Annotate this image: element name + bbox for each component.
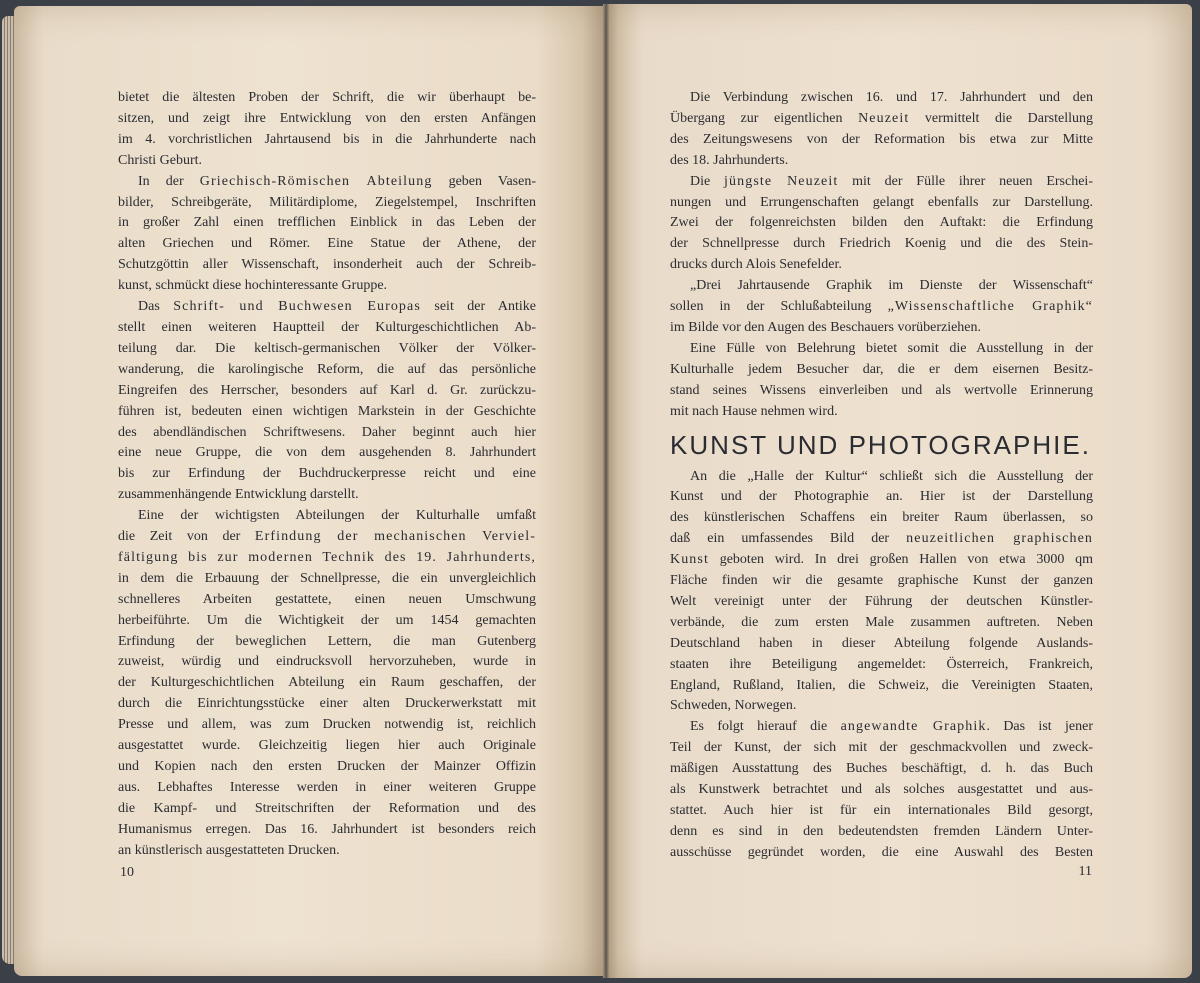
text-line: „Drei Jahrtausende Graphik im Dienste der Wissenschaft“ — [690, 278, 1093, 294]
text-line: bilder, Schreibgeräte, Militärdiplome, Ziegelstempel, Inschriften — [118, 194, 536, 210]
text-line: An die „Halle der Kultur“ schließt sich die Ausstellung der — [690, 468, 1093, 484]
text-line: die Zeit von der Erfindung der mechanischen Verviel- — [118, 529, 536, 545]
text-line: nungen und Errungenschaften gelangt ebenfalls zur Darstellung. — [670, 194, 1093, 210]
text-line: durch die Einrichtungsstücke einer alten Druckerwerkstatt mit — [118, 696, 536, 712]
paragraph — [670, 276, 1093, 339]
text-line: eine neue Gruppe, die von dem ausgehenden 8. Jahrhundert — [118, 445, 536, 461]
paragraph — [118, 506, 536, 861]
text-line: Eine der wichtigsten Abteilungen der Kulturhalle umfaßt — [138, 508, 536, 524]
text-line: mäßigen Ausstattung des Buches beschäftigt, d. h. das Buch — [670, 761, 1093, 777]
text-line: staaten ihre Beteiligung angemeldet: Österreich, Frankreich, — [670, 656, 1093, 672]
section-heading-text: KUNST UND PHOTOGRAPHIE. — [670, 429, 1091, 460]
book-gutter — [603, 4, 609, 978]
paragraph — [670, 717, 1093, 863]
text-line: führen ist, bedeuten einen wichtigen Markstein in der Geschichte — [118, 403, 536, 419]
text-line: Die jüngste Neuzeit mit der Fülle ihrer neuen Erschei- — [690, 173, 1093, 189]
text-line: aus. Lebhaftes Interesse werden in einer weiteren Gruppe — [118, 779, 536, 795]
text-line: zusammenhängende Entwicklung darstellt. — [118, 487, 359, 503]
text-line: Zwei der folgenreichsten bilden den Auftakt: die Erfindung — [670, 215, 1093, 231]
text-line: bietet die ältesten Proben der Schrift, die wir überhaupt be- — [118, 90, 536, 105]
text-line: alten Griechen und Römer. Eine Statue der Athene, der — [118, 236, 536, 252]
text-line: Es folgt hierauf die angewandte Graphik. Das ist jener — [690, 719, 1093, 735]
text-line: denn es sind in den bedeutendsten fremden Ländern Unter- — [670, 823, 1093, 839]
text-line: daß ein umfassendes Bild der neuzeitlichen graphischen — [670, 531, 1093, 547]
text-line: die Kampf- und Streitschriften der Reformation und des — [118, 800, 536, 816]
left-page-number: 10 — [120, 865, 134, 880]
text-line: Teil der Kunst, der sich mit der geschmackvollen und zweck- — [670, 740, 1093, 756]
text-line: Kunst und der Photographie an. Hier ist der Darstellung — [670, 489, 1093, 505]
paragraph — [118, 297, 536, 506]
text-line: der Schnellpresse durch Friedrich Koenig und die des Stein- — [670, 236, 1093, 252]
text-line: ausschüsse gegründet worden, die eine Auswahl des Besten — [670, 844, 1093, 860]
text-line: Welt vereinigt unter der Führung der deutschen Künstler- — [670, 593, 1093, 609]
text-line: Christi Geburt. — [118, 152, 202, 168]
text-line: des 18. Jahrhunderts. — [670, 152, 789, 168]
text-line: sollen in der Schlußabteilung „Wissenschaftliche Graphik“ — [670, 299, 1093, 315]
text-line: Schweden, Norwegen. — [670, 698, 797, 714]
paragraph — [118, 172, 536, 297]
text-line: sitzen, und zeigt ihre Entwicklung von den ersten Anfängen — [118, 110, 536, 126]
text-line: der Kulturgeschichtlichen Abteilung ein Raum geschaffen, der — [118, 675, 536, 691]
letterspaced-emphasis: Neuzeit — [858, 110, 910, 126]
text-line: in dem die Erbauung der Schnellpresse, die ein unvergleichlich — [118, 570, 536, 586]
text-line: Deutschland haben in dieser Abteilung folgende Auslands- — [670, 635, 1093, 651]
text-line: schnelleres Arbeiten gestattete, einen neuen Umschwung — [118, 591, 536, 607]
paragraph — [670, 88, 1093, 172]
left-page — [14, 6, 606, 976]
letterspaced-emphasis: Erfindung der mechanischen Verviel- — [254, 529, 536, 545]
letterspaced-emphasis: Griechisch-Römischen Abteilung — [199, 173, 433, 189]
text-line: teilung dar. Die keltisch-germanischen Völker der Völker- — [118, 340, 536, 356]
section-heading — [670, 423, 1093, 467]
text-line: in großer Zahl einen trefflichen Einblick in das Leben der — [118, 215, 536, 231]
text-line: verbände, die zum ersten Male zusammen auftreten. Neben — [670, 614, 1093, 630]
text-line: kunst, schmückt diese hochinteressante Gruppe. — [118, 278, 388, 294]
text-line: zuweist, würdig und eindrucksvoll hervorzuheben, wurde in — [118, 654, 536, 670]
text-line: drucks durch Alois Senefelder. — [670, 257, 842, 273]
text-line: Fläche finden wir die gesamte graphische Kunst der ganzen — [670, 573, 1093, 589]
left-page-text — [118, 88, 536, 862]
letterspaced-emphasis: „Wissenschaftliche Graphik“ — [887, 299, 1093, 315]
letterspaced-emphasis: fältigung bis zur modernen Technik des 19. Jahrhunderts, — [118, 549, 536, 565]
text-line: des Zeitungswesens von der Reformation bis etwa zur Mitte — [670, 131, 1093, 147]
text-line: als Kunstwerk betrachtet und als solches ausgestattet und aus- — [670, 782, 1093, 798]
text-line: Übergang zur eigentlichen Neuzeit vermittelt die Darstellung — [670, 110, 1093, 126]
paragraph — [118, 88, 536, 172]
text-line: und Kopien nach den ersten Drucken der Mainzer Offizin — [118, 759, 536, 774]
paragraph — [670, 172, 1093, 277]
text-line: Eingreifen des Herrscher, besonders auf Karl d. Gr. zurückzu- — [118, 382, 536, 398]
text-line: herbeiführte. Um die Wichtigkeit der um 1454 gemachten — [118, 612, 536, 628]
text-line: Eine Fülle von Belehrung bietet somit die Ausstellung in der — [690, 340, 1093, 356]
text-line: In der Griechisch-Römischen Abteilung geben Vasen- — [138, 173, 536, 189]
text-line: im 4. vorchristlichen Jahrtausend bis in die Jahrhunderte nach — [118, 131, 536, 147]
letterspaced-emphasis: angewandte Graphik — [840, 719, 987, 735]
text-line: ausgestattet wurde. Gleichzeitig liegen hier auch Originale — [118, 738, 536, 754]
text-line: an künstlerisch ausgestatteten Drucken. — [118, 842, 340, 858]
right-page-text — [670, 88, 1093, 864]
text-line: stand seines Wissens einverleiben und als wertvolle Erinnerung — [670, 382, 1093, 398]
paragraph — [670, 339, 1093, 423]
letterspaced-emphasis: Kunst — [670, 552, 709, 568]
text-line: des künstlerischen Schaffens ein breiter Raum überlassen, so — [670, 510, 1093, 526]
text-line: mit nach Hause nehmen wird. — [670, 403, 838, 419]
text-line: Das Schrift- und Buchwesen Europas seit der Antike — [138, 299, 537, 315]
text-line: wanderung, die karolingische Reform, die auf das persönliche — [118, 361, 536, 377]
letterspaced-emphasis: Schrift- und Buchwesen Europas — [173, 299, 421, 315]
text-line: Humanismus erregen. Das 16. Jahrhundert ist besonders reich — [118, 821, 536, 837]
text-line: Die Verbindung zwischen 16. und 17. Jahrhundert und den — [690, 90, 1093, 105]
text-line: im Bilde vor den Augen des Beschauers vorüberziehen. — [670, 319, 982, 335]
text-line — [118, 548, 536, 569]
paragraph — [670, 467, 1093, 718]
text-line: stellt einen weiteren Hauptteil der Kulturgeschichtlichen Ab- — [118, 319, 536, 335]
text-line: England, Rußland, Italien, die Schweiz, die Vereinigten Staaten, — [670, 677, 1093, 693]
text-line: bis zur Erfindung der Buchdruckerpresse reicht und eine — [118, 466, 536, 482]
text-line: Presse und allem, was zum Drucken notwendig ist, reichlich — [118, 717, 536, 733]
text-line: Erfindung der beweglichen Lettern, die man Gutenberg — [118, 633, 536, 649]
text-line: Kulturhalle jedem Besucher dar, die er dem eisernen Besitz- — [670, 361, 1093, 377]
right-page — [607, 4, 1192, 978]
text-line: Kunst geboten wird. In drei großen Hallen von etwa 3000 qm — [670, 552, 1093, 568]
text-line: des abendländischen Schriftwesens. Daher beginnt auch hier — [118, 424, 536, 440]
text-line: Schutzgöttin aller Wissenschaft, insonderheit auch der Schreib- — [118, 257, 536, 273]
right-page-number: 11 — [1078, 864, 1092, 879]
text-line: stattet. Auch hier ist für ein internationales Bild gesorgt, — [670, 803, 1093, 818]
letterspaced-emphasis: neuzeitlichen graphischen — [906, 531, 1093, 547]
letterspaced-emphasis: jüngste Neuzeit — [724, 173, 839, 189]
